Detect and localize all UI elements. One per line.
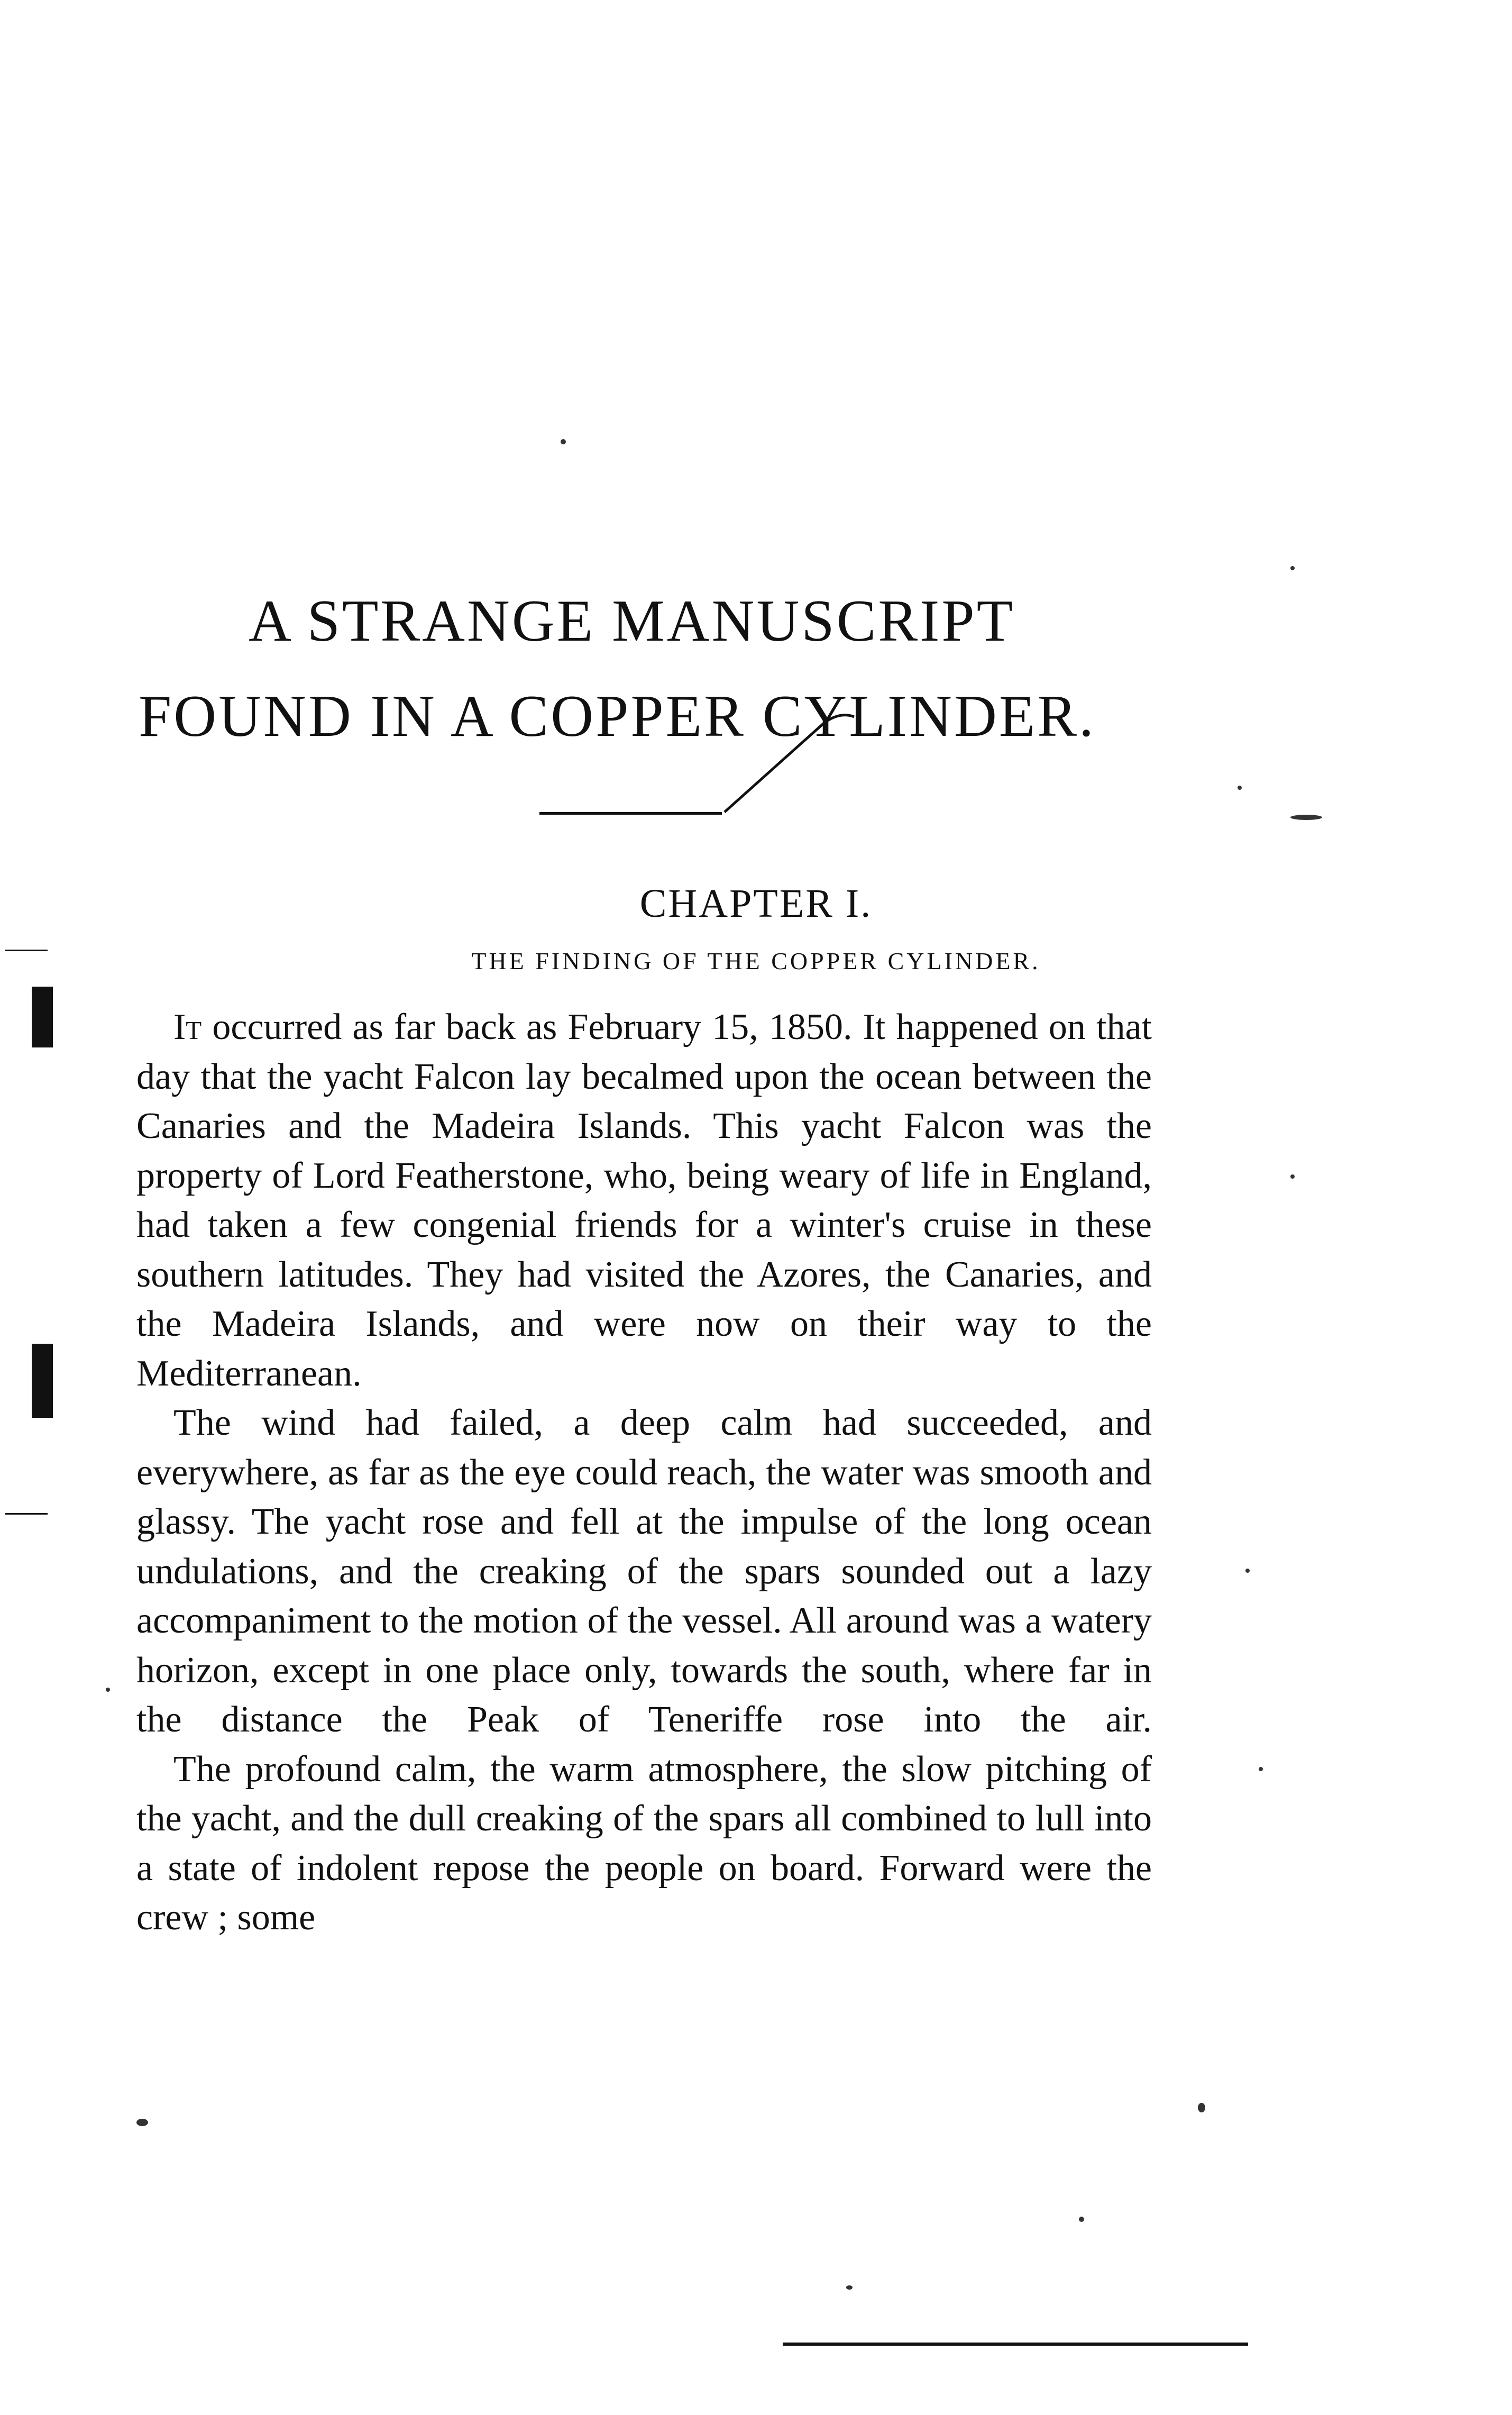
book-title-line-1: A STRANGE MANUSCRIPT	[249, 588, 1015, 654]
paragraph-1-opening: It	[173, 1007, 202, 1047]
ink-speck	[1079, 2217, 1084, 2222]
paragraph-1-text: occurred as far back as February 15, 1850. It happened on that day that the yacht Falcon lay becalmed upon the ocean between the Canaries and the Madeira Islands. This yacht Falcon was the property of Lord Featherstone, who, being weary of life in England, had taken a few congenial friends for a winter's cruise in these southern latitudes. They had visited the Azores, the Canaries, and the Madeira Islands, and were now on their way to the Mediterranean.	[136, 1007, 1152, 1394]
ink-speck	[1290, 1174, 1295, 1179]
ink-speck	[136, 2119, 148, 2126]
ink-speck	[1238, 786, 1242, 790]
ink-speck	[561, 439, 566, 444]
chapter-subtitle: THE FINDING OF THE COPPER CYLINDER.	[471, 947, 1041, 974]
margin-scan-mark	[32, 1344, 53, 1418]
chapter-body	[136, 1003, 1152, 1943]
ink-speck	[1290, 815, 1322, 820]
paragraph-2: The wind had failed, a deep calm had succeeded, and everywhere, as far as the eye could reach, the water was smooth and glassy. The yacht rose and fell at the impulse of the long ocean undulations, and the creaking of the spars sounded out a lazy accompaniment to the motion of the vessel. All around was a watery horizon, except in one place only, towards the south, where far in the distance the Peak of Teneriffe rose into the air.	[136, 1402, 1152, 1740]
ink-speck	[106, 1688, 110, 1692]
bottom-edge-rule	[783, 2343, 1248, 2346]
ink-speck	[846, 2285, 853, 2290]
margin-rule	[5, 1513, 48, 1515]
chapter-heading: CHAPTER I.	[639, 881, 873, 926]
paragraph-1	[136, 1003, 1152, 1398]
margin-rule	[5, 950, 48, 951]
title-rule	[539, 812, 722, 815]
ink-speck	[1198, 2103, 1205, 2112]
ink-speck	[1245, 1569, 1250, 1573]
paragraph-3: The profound calm, the warm atmosphere, the slow pitching of the yacht, and the dull creaking of the spars all combined to lull into a state of indolent repose the people on board. Forward were the crew ; some	[136, 1748, 1152, 1938]
ink-speck	[1259, 1767, 1263, 1771]
book-title-line-2: FOUND IN A COPPER CYLINDER.	[139, 684, 1096, 749]
margin-scan-mark	[32, 987, 53, 1047]
ink-speck	[1290, 566, 1295, 570]
pen-mark-icon	[719, 712, 857, 817]
